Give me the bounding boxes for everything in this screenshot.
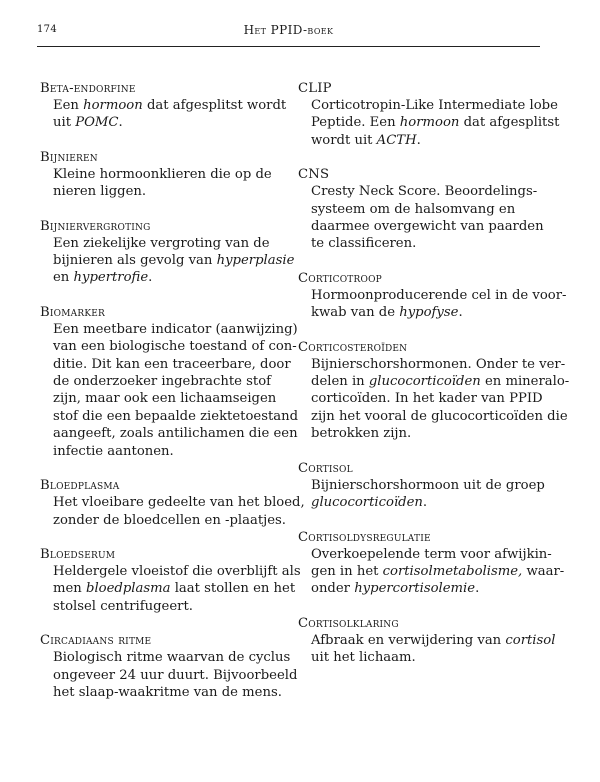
definition-line: [53, 443, 290, 460]
glossary-definition: [298, 97, 560, 149]
definition-line: [53, 321, 298, 338]
definition-text: systeem om de halsomvang en: [311, 201, 516, 217]
glossary-term: Bloedplasma: [40, 478, 120, 494]
definition-text: Cresty Neck Score. Beoordelings-: [311, 184, 538, 200]
definition-text: .: [118, 115, 123, 131]
definition-text: ongeveer 24 uur duurt. Bijvoorbeeld: [53, 667, 298, 683]
glossary-term: CLIP: [298, 81, 332, 96]
definition-line: [53, 114, 290, 131]
definition-text: .: [148, 270, 153, 286]
definition-line: [311, 201, 560, 218]
definition-text: uit: [53, 115, 76, 131]
definition-line: [311, 218, 560, 235]
definition-emphasis: POMC: [75, 115, 119, 131]
definition-line: [53, 356, 290, 373]
definition-line: [53, 166, 290, 183]
glossary-term: Cortisol: [298, 460, 353, 476]
definition-line: [53, 390, 290, 407]
glossary-entry: [298, 460, 560, 512]
definition-text: betrokken zijn.: [311, 426, 412, 442]
definition-text: te classificeren.: [311, 236, 417, 252]
definition-line: [311, 580, 560, 597]
definition-line: [53, 598, 290, 615]
definition-text: nieren liggen.: [53, 184, 147, 200]
page-number: 174: [37, 24, 57, 35]
definition-emphasis: hypercortisolemie: [354, 581, 476, 597]
glossary-definition: [298, 546, 565, 598]
glossary-term: Cortisolklaring: [298, 615, 399, 631]
definition-text: Bijnierschorshormonen. Onder te ver-: [311, 356, 566, 372]
definition-emphasis: hormoon: [399, 115, 460, 131]
definition-emphasis: hypertrofie: [73, 270, 149, 286]
definition-line: [53, 649, 290, 666]
definition-line: [53, 425, 298, 442]
definition-line: [311, 390, 560, 407]
definition-line: [311, 563, 565, 580]
definition-emphasis: hyperplasie: [216, 253, 295, 269]
definition-line: [53, 563, 301, 580]
definition-line: [53, 97, 290, 114]
glossary-column-left: [40, 80, 305, 718]
definition-text: dat afgesplitst wordt: [142, 98, 287, 113]
glossary-entry: [40, 632, 298, 701]
definition-text: kwab van de: [311, 305, 400, 321]
glossary-definition: [40, 563, 301, 615]
definition-line: [53, 512, 290, 529]
glossary-definition: [40, 97, 290, 132]
definition-line: [53, 373, 290, 390]
definition-text: wordt uit: [311, 132, 377, 148]
definition-text: Een meetbare indicator (aanwijzing): [53, 321, 298, 337]
page-header: [37, 20, 540, 47]
definition-text: .: [458, 305, 463, 321]
definition-line: [53, 580, 296, 597]
glossary-column-right: [298, 80, 570, 684]
definition-emphasis: hypofyse: [399, 305, 459, 321]
definition-line: [53, 408, 299, 425]
definition-text: infectie aantonen.: [53, 443, 174, 459]
definition-line: [53, 235, 290, 252]
definition-line: [53, 269, 290, 286]
glossary-entry: [298, 166, 560, 253]
definition-text: .: [475, 581, 480, 597]
glossary-term: Bijniervergroting: [40, 218, 151, 234]
definition-line: [53, 183, 290, 200]
glossary-definition: [298, 356, 570, 443]
glossary-term: CNS: [298, 167, 330, 183]
glossary-definition: [40, 649, 298, 701]
definition-text: dat afgesplitst: [459, 115, 560, 131]
definition-line: [311, 132, 560, 149]
definition-text: delen in: [311, 374, 369, 390]
definition-text: zonder de bloedcellen en -plaatjes.: [53, 512, 287, 528]
glossary-entry: [40, 149, 290, 201]
running-title: Het PPID-boek: [243, 23, 334, 37]
definition-text: aangeeft, zoals antilichamen die een: [53, 426, 298, 442]
definition-line: [311, 408, 568, 425]
definition-line: [311, 183, 560, 200]
glossary-term: Beta-endorfine: [40, 81, 136, 96]
glossary-definition: [298, 632, 560, 667]
glossary-entry: [298, 615, 560, 667]
definition-line: [311, 425, 560, 442]
definition-text: Biologisch ritme waarvan de cyclus: [53, 650, 291, 666]
definition-text: zijn, maar ook een lichaamseigen: [53, 391, 277, 407]
glossary-term: Bijnieren: [40, 149, 98, 165]
glossary-term: Corticotroop: [298, 270, 382, 286]
definition-emphasis: hormoon: [83, 98, 143, 113]
glossary-term: Biomarker: [40, 304, 105, 320]
definition-emphasis: cortisol: [505, 632, 556, 648]
definition-text: men: [53, 581, 86, 597]
definition-text: waar-: [522, 563, 565, 579]
definition-text: Peptide. Een: [311, 115, 400, 131]
definition-text: Overkoepelende term voor afwijkin-: [311, 546, 552, 562]
glossary-term: Bloedserum: [40, 546, 116, 562]
glossary-definition: [40, 321, 299, 460]
definition-text: Kleine hormoonklieren die op de: [53, 166, 272, 182]
definition-line: [311, 477, 560, 494]
definition-text: Heldergele vloeistof die overblijft als: [53, 563, 301, 579]
definition-line: [311, 287, 567, 304]
definition-text: Een: [53, 98, 84, 113]
glossary-entry: [40, 546, 301, 615]
glossary-entry: [40, 477, 305, 529]
glossary-entry: [298, 270, 567, 322]
definition-text: .: [422, 495, 428, 511]
definition-text: zijn het vooral de glucocorticoïden die: [311, 408, 568, 424]
definition-line: [311, 97, 560, 114]
glossary-definition: [40, 235, 295, 287]
glossary-entry: [40, 218, 295, 287]
definition-text: Een ziekelijke vergroting van de: [53, 235, 270, 251]
glossary-term: Cortisoldysregulatie: [298, 529, 431, 545]
definition-line: [311, 235, 560, 252]
glossary-definition: [298, 183, 560, 253]
definition-text: het slaap-waakritme van de mens.: [53, 684, 282, 700]
glossary-entry: [298, 529, 565, 598]
definition-text: en mineralo-: [480, 374, 570, 390]
glossary-term: Corticosteroïden: [298, 339, 408, 355]
glossary-definition: [298, 287, 567, 322]
definition-line: [311, 304, 560, 321]
definition-line: [53, 252, 295, 269]
definition-emphasis: glucocorticoïden: [368, 374, 481, 390]
definition-text: van een biologische toestand of con-: [53, 339, 297, 355]
definition-text: gen in het: [311, 563, 383, 579]
definition-text: Hormoonproducerende cel in de voor-: [311, 287, 567, 303]
definition-emphasis: bloedplasma: [86, 581, 171, 597]
definition-text: Afbraak en verwijdering van: [311, 632, 506, 648]
glossary-entry: [298, 80, 560, 149]
definition-line: [311, 649, 560, 666]
definition-line: [311, 356, 566, 373]
glossary-entry: [40, 80, 290, 132]
definition-emphasis: cortisolmetabolisme,: [382, 563, 523, 579]
definition-line: [311, 114, 560, 131]
definition-line: [311, 494, 560, 511]
definition-line: [311, 373, 570, 390]
glossary-definition: [298, 477, 560, 512]
glossary-definition: [40, 166, 290, 201]
definition-line: [311, 632, 560, 649]
definition-text: de onderzoeker ingebrachte stof: [53, 374, 272, 390]
definition-text: Bijnierschorshormoon uit de groep: [311, 477, 545, 493]
definition-line: [53, 667, 298, 684]
definition-text: uit het lichaam.: [311, 650, 416, 666]
definition-text: Corticotropin-Like Intermediate lobe: [311, 98, 558, 113]
definition-emphasis: ACTH: [376, 132, 417, 148]
definition-text: laat stollen en het: [170, 581, 296, 597]
definition-line: [53, 494, 305, 511]
definition-text: daarmee overgewicht van paarden: [311, 219, 544, 235]
definition-text: Het vloeibare gedeelte van het bloed,: [53, 495, 305, 511]
glossary-entry: [40, 304, 299, 460]
definition-text: onder: [311, 581, 355, 597]
definition-text: bijnieren als gevolg van: [53, 253, 217, 269]
definition-line: [53, 684, 290, 701]
definition-text: .: [416, 132, 421, 148]
glossary-term: Circadiaans ritme: [40, 633, 152, 649]
definition-text: stof die een bepaalde ziektetoestand: [53, 408, 299, 424]
definition-text: corticoïden. In het kader van PPID: [311, 391, 543, 407]
glossary-entry: [298, 339, 570, 443]
definition-text: en: [53, 270, 74, 286]
definition-line: [53, 338, 297, 355]
definition-text: ditie. Dit kan een traceerbare, door: [53, 356, 291, 372]
definition-text: stolsel centrifugeert.: [53, 598, 193, 614]
glossary-definition: [40, 494, 305, 529]
definition-line: [311, 546, 560, 563]
definition-emphasis: glucocorticoïden: [311, 495, 423, 511]
